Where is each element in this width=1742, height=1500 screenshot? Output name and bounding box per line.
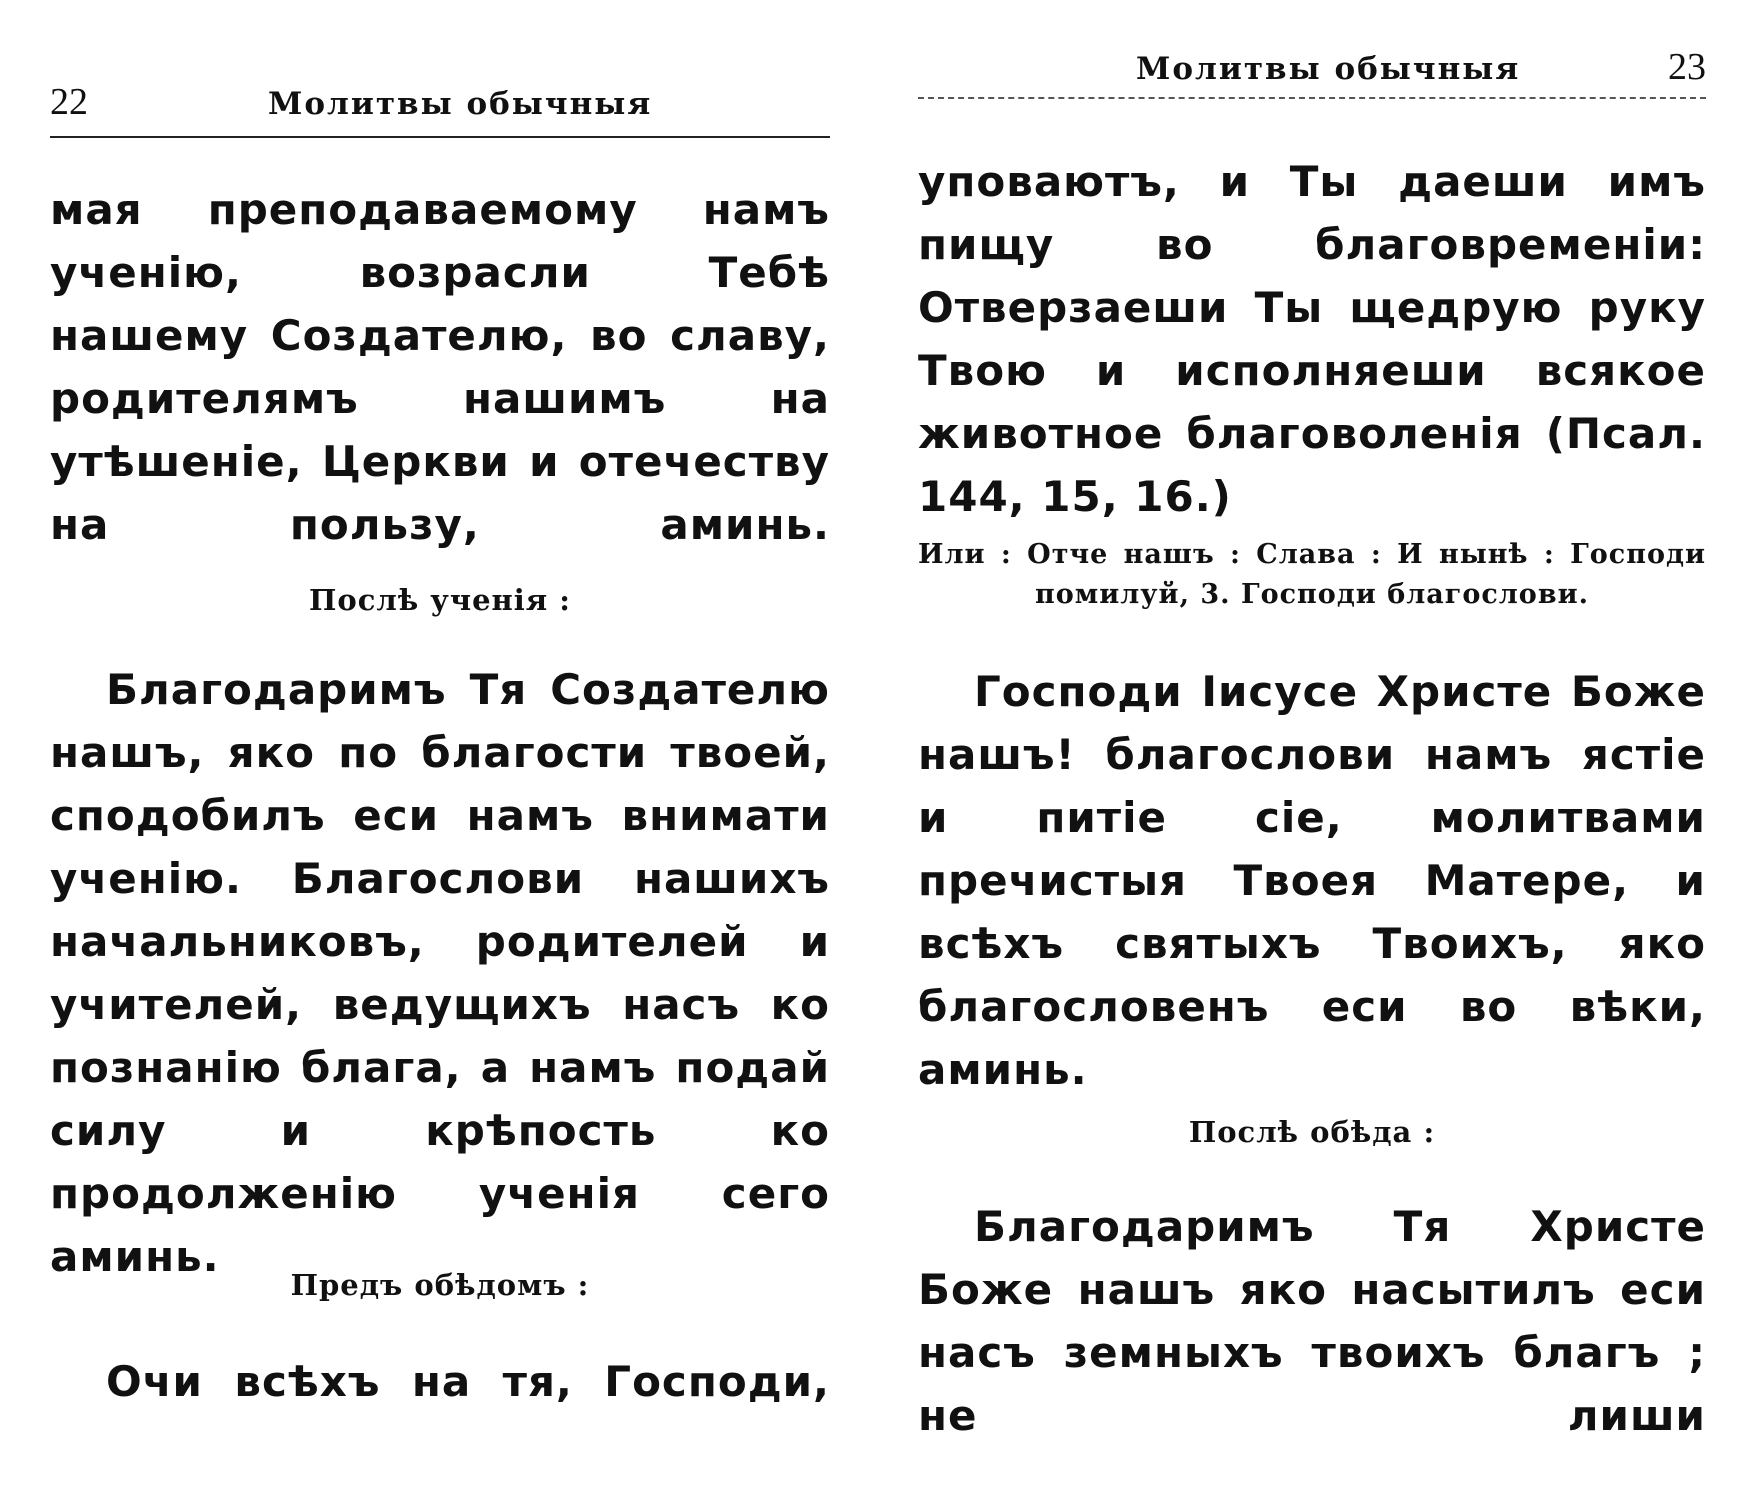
- left-paragraph-2: Благодаримъ Тя Создателю нашъ, яко по благости твоей, сподобилъ еси намъ внимати ученію. Благослови нашихъ начальниковъ, родителей и учителей, ведущихъ насъ ко познанію блага, а намъ подай силу и крѣпость ко продолженію ученія сего аминь.: [50, 665, 830, 1281]
- left-caption-1-block: [50, 580, 830, 620]
- right-paragraph-2: Господи Іисусе Христе Боже нашъ! благослови намъ ястіе и питіе сіе, молитвами пречистыя Твоея Матере, и всѣхъ святыхъ Твоихъ, яко благословенъ еси во вѣки, аминь.: [918, 667, 1706, 1094]
- right-page-number: 23: [1668, 46, 1706, 88]
- left-paragraph-1-block: [50, 178, 830, 556]
- left-paragraph-3: Очи всѣхъ на тя, Господи,: [106, 1357, 830, 1406]
- right-running-head: Молитвы обычныя: [1136, 51, 1521, 87]
- right-paragraph-2-block: [918, 660, 1706, 1101]
- right-paragraph-1: уповаютъ, и Ты даеши имъ пищу во благовременіи: Отверзаеши Ты щедрую руку Твою и исполняеши всякое животное благоволенія (Псал. 144, 15, 16.): [918, 157, 1706, 521]
- left-paragraph-2-block: [50, 658, 830, 1288]
- left-page-number: 22: [50, 81, 88, 123]
- left-caption-2-block: [50, 1265, 830, 1305]
- right-paragraph-3: Благодаримъ Тя Христе Боже нашъ яко насытилъ еси насъ земныхъ твоихъ благъ ; не лиши: [918, 1202, 1706, 1440]
- right-rubric: Или : Отче нашъ : Слава : И нынѣ : Господи помилуй, 3. Господи благослови.: [918, 539, 1706, 610]
- left-caption-after-lessons: Послѣ ученія :: [308, 583, 572, 617]
- left-paragraph-1: мая преподаваемому намъ ученію, возрасли Тебѣ нашему Создателю, во славу, родителямъ нашимъ на утѣшеніе, Церкви и отечеству на пользу, аминь.: [50, 185, 830, 549]
- left-header-rule: [50, 136, 830, 138]
- right-caption-1-block: [918, 1112, 1706, 1152]
- right-rubric-block: [918, 535, 1706, 615]
- left-caption-before-meal: Предъ обѣдомъ :: [290, 1268, 590, 1302]
- right-page-header: [918, 45, 1706, 125]
- right-page: [918, 0, 1706, 1500]
- right-header-rule: [918, 97, 1706, 99]
- right-paragraph-1-block: [918, 150, 1706, 528]
- left-page-header: [50, 80, 830, 160]
- right-paragraph-3-block: [918, 1195, 1706, 1447]
- left-paragraph-3-block: [50, 1350, 830, 1413]
- left-running-head: Молитвы обычныя: [268, 86, 653, 122]
- left-page: [50, 0, 830, 1500]
- right-caption-after-meal: Послѣ обѣда :: [1188, 1115, 1436, 1149]
